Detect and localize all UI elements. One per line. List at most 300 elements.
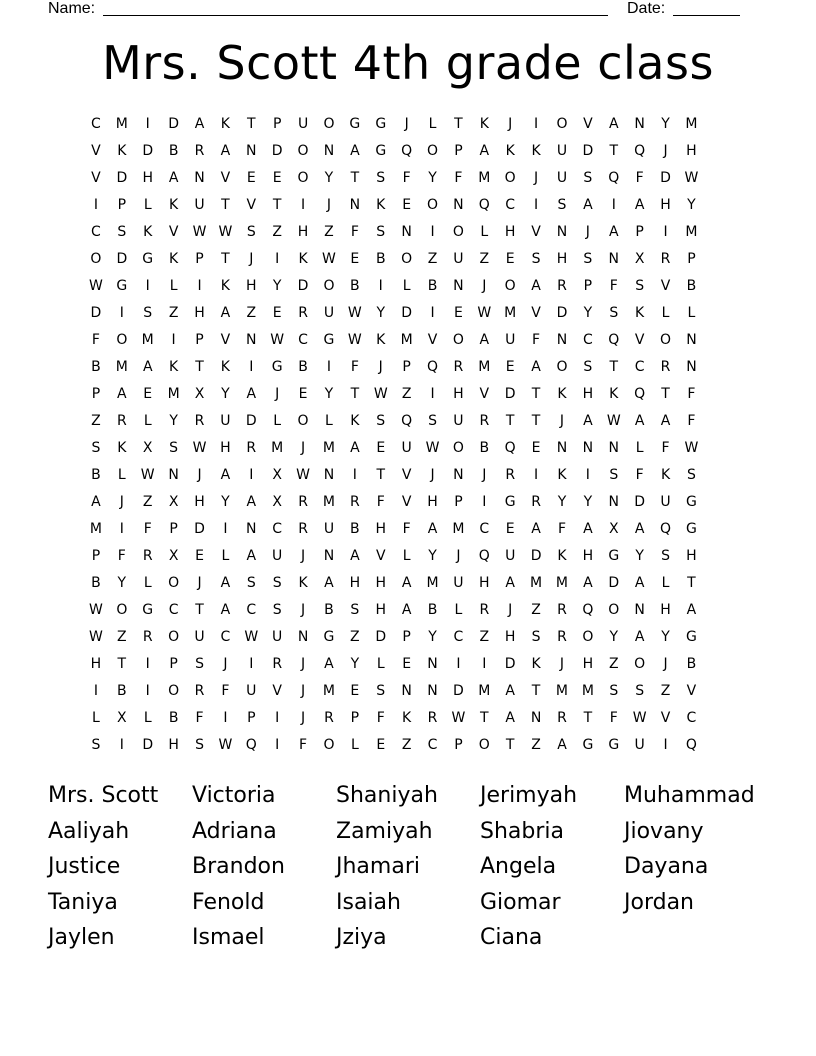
grid-letter[interactable]: H <box>297 224 309 240</box>
grid-letter[interactable]: R <box>531 494 541 510</box>
grid-letter[interactable]: F <box>661 440 670 456</box>
grid-letter[interactable]: V <box>375 548 386 564</box>
grid-letter[interactable]: R <box>557 602 567 618</box>
grid-letter[interactable]: T <box>247 116 256 132</box>
grid-letter[interactable]: I <box>430 305 435 321</box>
grid-letter[interactable]: Z <box>117 629 127 645</box>
grid-letter[interactable]: O <box>427 143 439 159</box>
grid-letter[interactable]: N <box>246 332 257 348</box>
grid-letter[interactable]: G <box>608 737 620 753</box>
grid-letter[interactable]: W <box>347 305 362 321</box>
grid-letter[interactable]: S <box>376 170 386 186</box>
grid-letter[interactable]: T <box>609 359 619 375</box>
grid-letter[interactable]: D <box>375 629 387 645</box>
grid-letter[interactable]: Y <box>324 170 334 186</box>
grid-letter[interactable]: D <box>297 278 309 294</box>
grid-letter[interactable]: W <box>140 467 155 483</box>
grid-letter[interactable]: F <box>195 710 204 726</box>
grid-letter[interactable]: K <box>117 440 127 456</box>
grid-letter[interactable]: H <box>220 440 231 456</box>
grid-letter[interactable]: F <box>532 332 541 348</box>
grid-letter[interactable]: W <box>606 413 621 429</box>
grid-letter[interactable]: A <box>401 575 412 591</box>
grid-letter[interactable]: Y <box>687 197 696 213</box>
grid-letter[interactable]: O <box>297 143 309 159</box>
grid-letter[interactable]: Y <box>557 494 567 510</box>
grid-letter[interactable]: H <box>479 575 490 591</box>
grid-letter[interactable]: M <box>530 575 543 591</box>
grid-letter[interactable]: L <box>169 278 178 294</box>
grid-letter[interactable]: V <box>246 197 257 213</box>
grid-letter[interactable]: S <box>531 629 541 645</box>
grid-letter[interactable]: J <box>197 467 202 483</box>
grid-letter[interactable]: H <box>504 224 516 240</box>
grid-letter[interactable]: R <box>324 710 334 726</box>
grid-letter[interactable]: R <box>557 278 567 294</box>
grid-letter[interactable]: D <box>582 143 594 159</box>
grid-letter[interactable]: L <box>454 602 463 618</box>
grid-letter[interactable]: I <box>275 710 280 726</box>
grid-letter[interactable]: D <box>194 521 205 537</box>
grid-letter[interactable]: A <box>634 413 645 429</box>
grid-letter[interactable]: P <box>402 629 411 645</box>
grid-letter[interactable]: Z <box>531 737 541 753</box>
grid-letter[interactable]: L <box>143 710 152 726</box>
grid-letter[interactable]: V <box>220 332 231 348</box>
grid-letter[interactable]: R <box>298 521 308 537</box>
grid-letter[interactable]: T <box>221 251 230 267</box>
grid-letter[interactable]: Z <box>246 305 257 321</box>
grid-letter[interactable]: A <box>583 413 593 429</box>
grid-letter[interactable]: M <box>89 521 102 537</box>
grid-letter[interactable]: F <box>376 710 385 726</box>
grid-letter[interactable]: K <box>376 332 386 348</box>
grid-letter[interactable]: A <box>583 197 593 213</box>
grid-letter[interactable]: Z <box>427 251 438 267</box>
grid-letter[interactable]: P <box>583 278 593 294</box>
grid-letter[interactable]: M <box>452 521 465 537</box>
grid-letter[interactable]: P <box>687 251 696 267</box>
grid-letter[interactable]: M <box>141 332 154 348</box>
grid-letter[interactable]: D <box>556 305 568 321</box>
grid-letter[interactable]: X <box>168 494 179 510</box>
grid-letter[interactable]: F <box>402 170 411 186</box>
grid-letter[interactable]: U <box>323 305 335 321</box>
grid-letter[interactable]: X <box>272 494 282 510</box>
grid-letter[interactable]: U <box>453 251 464 267</box>
grid-letter[interactable]: T <box>505 413 515 429</box>
grid-letter[interactable]: J <box>404 116 409 132</box>
grid-letter[interactable]: M <box>115 359 128 375</box>
grid-letter[interactable]: W <box>684 440 699 456</box>
grid-letter[interactable]: V <box>401 467 412 483</box>
grid-letter[interactable]: L <box>635 440 644 456</box>
grid-letter[interactable]: A <box>634 575 645 591</box>
grid-letter[interactable]: W <box>684 170 699 186</box>
grid-letter[interactable]: S <box>609 467 619 483</box>
grid-letter[interactable]: L <box>402 548 411 564</box>
grid-letter[interactable]: I <box>301 197 306 213</box>
grid-letter[interactable]: S <box>272 602 282 618</box>
grid-letter[interactable]: L <box>428 116 437 132</box>
grid-letter[interactable]: A <box>531 521 541 537</box>
grid-letter[interactable]: O <box>452 332 464 348</box>
grid-letter[interactable]: I <box>93 683 99 699</box>
grid-letter[interactable]: U <box>453 413 464 429</box>
grid-letter[interactable]: C <box>220 629 231 645</box>
grid-letter[interactable]: S <box>661 548 670 564</box>
grid-letter[interactable]: T <box>195 602 204 618</box>
grid-letter[interactable]: E <box>505 359 515 375</box>
grid-letter[interactable]: V <box>479 386 490 402</box>
grid-letter[interactable]: A <box>660 413 671 429</box>
grid-letter[interactable]: A <box>634 197 645 213</box>
grid-letter[interactable]: H <box>582 386 594 402</box>
grid-letter[interactable]: Z <box>608 656 619 672</box>
grid-letter[interactable]: I <box>456 656 461 672</box>
grid-letter[interactable]: P <box>402 359 411 375</box>
grid-letter[interactable]: N <box>530 710 542 726</box>
grid-letter[interactable]: V <box>91 143 101 159</box>
grid-letter[interactable]: A <box>608 224 619 240</box>
grid-letter[interactable]: U <box>556 170 568 186</box>
grid-letter[interactable]: O <box>660 332 672 348</box>
grid-letter[interactable]: R <box>272 656 283 672</box>
grid-letter[interactable]: F <box>299 737 308 753</box>
grid-letter[interactable]: V <box>686 683 697 699</box>
grid-letter[interactable]: T <box>531 386 541 402</box>
grid-letter[interactable]: T <box>195 359 204 375</box>
grid-letter[interactable]: M <box>167 386 180 402</box>
grid-letter[interactable]: Q <box>685 737 697 753</box>
grid-letter[interactable]: R <box>427 710 438 726</box>
grid-letter[interactable]: I <box>378 278 383 294</box>
grid-letter[interactable]: Q <box>504 440 516 456</box>
grid-letter[interactable]: N <box>556 440 568 456</box>
grid-letter[interactable]: A <box>427 521 438 537</box>
grid-letter[interactable]: G <box>686 494 697 510</box>
grid-letter[interactable]: T <box>661 386 670 402</box>
grid-letter[interactable]: V <box>660 710 671 726</box>
grid-letter[interactable]: O <box>478 737 490 753</box>
grid-letter[interactable]: V <box>401 494 412 510</box>
grid-letter[interactable]: A <box>220 143 231 159</box>
grid-letter[interactable]: A <box>142 359 153 375</box>
grid-letter[interactable]: V <box>272 683 282 699</box>
grid-letter[interactable]: R <box>142 629 153 645</box>
grid-letter[interactable]: O <box>504 170 516 186</box>
grid-letter[interactable]: G <box>686 521 697 537</box>
grid-letter[interactable]: P <box>635 224 644 240</box>
grid-letter[interactable]: S <box>117 224 127 240</box>
grid-letter[interactable]: A <box>505 710 515 726</box>
grid-letter[interactable]: B <box>298 359 308 375</box>
grid-letter[interactable]: K <box>298 575 308 591</box>
grid-letter[interactable]: I <box>249 656 254 672</box>
grid-letter[interactable]: U <box>323 521 335 537</box>
grid-letter[interactable]: I <box>171 332 176 348</box>
grid-letter[interactable]: I <box>352 467 357 483</box>
grid-letter[interactable]: Z <box>91 413 101 429</box>
grid-letter[interactable]: K <box>169 197 179 213</box>
grid-letter[interactable]: E <box>376 737 386 753</box>
grid-letter[interactable]: S <box>272 575 282 591</box>
grid-letter[interactable]: H <box>375 521 386 537</box>
grid-letter[interactable]: D <box>453 683 464 699</box>
grid-letter[interactable]: R <box>479 602 490 618</box>
grid-letter[interactable]: G <box>375 116 387 132</box>
grid-letter[interactable]: A <box>608 116 619 132</box>
grid-letter[interactable]: R <box>194 683 205 699</box>
grid-letter[interactable]: T <box>687 575 696 591</box>
grid-letter[interactable]: Q <box>608 170 620 186</box>
grid-letter[interactable]: S <box>686 467 696 483</box>
grid-letter[interactable]: J <box>663 143 668 159</box>
grid-letter[interactable]: C <box>298 332 308 348</box>
grid-letter[interactable]: N <box>556 224 568 240</box>
grid-letter[interactable]: L <box>117 467 126 483</box>
grid-letter[interactable]: N <box>323 467 335 483</box>
grid-letter[interactable]: W <box>373 386 388 402</box>
grid-letter[interactable]: Y <box>350 656 360 672</box>
grid-letter[interactable]: E <box>143 386 153 402</box>
grid-letter[interactable]: D <box>271 143 283 159</box>
grid-letter[interactable]: H <box>504 629 516 645</box>
grid-letter[interactable]: N <box>246 521 257 537</box>
grid-letter[interactable]: R <box>142 548 153 564</box>
grid-letter[interactable]: H <box>427 494 438 510</box>
grid-letter[interactable]: Z <box>350 629 360 645</box>
grid-letter[interactable]: W <box>322 251 336 267</box>
grid-letter[interactable]: P <box>169 656 178 672</box>
grid-letter[interactable]: B <box>686 278 697 294</box>
grid-letter[interactable]: J <box>326 197 332 213</box>
grid-letter[interactable]: D <box>504 656 516 672</box>
grid-letter[interactable]: U <box>453 575 464 591</box>
grid-letter[interactable]: C <box>479 521 490 537</box>
grid-letter[interactable]: H <box>142 170 153 186</box>
grid-letter[interactable]: J <box>559 656 565 672</box>
grid-letter[interactable]: J <box>249 251 254 267</box>
grid-letter[interactable]: L <box>402 278 411 294</box>
grid-letter[interactable]: S <box>195 656 204 672</box>
grid-letter[interactable]: Q <box>582 602 594 618</box>
grid-letter[interactable]: B <box>117 683 127 699</box>
grid-letter[interactable]: D <box>634 494 646 510</box>
grid-letter[interactable]: K <box>220 116 230 132</box>
grid-letter[interactable]: K <box>660 467 671 483</box>
grid-letter[interactable]: A <box>505 683 515 699</box>
grid-letter[interactable]: M <box>478 170 491 186</box>
grid-letter[interactable]: W <box>89 278 103 294</box>
grid-letter[interactable]: J <box>508 602 513 618</box>
grid-letter[interactable]: P <box>195 251 204 267</box>
grid-letter[interactable]: S <box>195 737 204 753</box>
grid-letter[interactable]: A <box>557 737 567 753</box>
grid-letter[interactable]: N <box>427 656 438 672</box>
grid-letter[interactable]: A <box>220 575 231 591</box>
grid-letter[interactable]: H <box>168 737 179 753</box>
grid-letter[interactable]: V <box>531 224 541 240</box>
grid-letter[interactable]: R <box>116 413 127 429</box>
grid-letter[interactable]: N <box>323 143 335 159</box>
grid-letter[interactable]: I <box>249 359 254 375</box>
grid-letter[interactable]: N <box>194 170 205 186</box>
grid-letter[interactable]: S <box>635 278 645 294</box>
grid-letter[interactable]: W <box>192 440 207 456</box>
grid-letter[interactable]: Y <box>661 116 670 132</box>
grid-letter[interactable]: Z <box>401 737 412 753</box>
grid-letter[interactable]: M <box>581 683 594 699</box>
grid-letter[interactable]: H <box>660 197 671 213</box>
grid-letter[interactable]: H <box>194 305 205 321</box>
grid-letter[interactable]: W <box>89 629 103 645</box>
grid-letter[interactable]: A <box>531 359 541 375</box>
grid-letter[interactable]: I <box>611 197 616 213</box>
grid-letter[interactable]: S <box>531 251 541 267</box>
grid-letter[interactable]: Y <box>661 629 670 645</box>
grid-letter[interactable]: Y <box>609 629 619 645</box>
grid-letter[interactable]: Q <box>608 332 620 348</box>
grid-letter[interactable]: I <box>223 710 228 726</box>
grid-letter[interactable]: I <box>326 359 332 375</box>
grid-letter[interactable]: O <box>297 170 309 186</box>
grid-letter[interactable]: Q <box>478 197 490 213</box>
grid-letter[interactable]: A <box>324 656 334 672</box>
grid-letter[interactable]: S <box>246 575 256 591</box>
grid-letter[interactable]: J <box>482 467 487 483</box>
grid-letter[interactable]: F <box>687 413 696 429</box>
grid-letter[interactable]: A <box>634 629 645 645</box>
grid-letter[interactable]: O <box>556 359 568 375</box>
grid-letter[interactable]: C <box>272 521 283 537</box>
grid-letter[interactable]: Q <box>401 143 413 159</box>
grid-letter[interactable]: Q <box>401 413 413 429</box>
grid-letter[interactable]: A <box>634 521 645 537</box>
grid-letter[interactable]: A <box>91 494 101 510</box>
grid-letter[interactable]: D <box>401 305 413 321</box>
grid-letter[interactable]: V <box>531 305 541 321</box>
grid-letter[interactable]: T <box>350 170 360 186</box>
grid-letter[interactable]: X <box>168 548 179 564</box>
grid-letter[interactable]: H <box>556 251 568 267</box>
grid-letter[interactable]: O <box>582 629 594 645</box>
grid-letter[interactable]: W <box>270 332 285 348</box>
grid-letter[interactable]: P <box>454 494 463 510</box>
grid-letter[interactable]: C <box>582 332 593 348</box>
grid-letter[interactable]: R <box>298 494 308 510</box>
grid-letter[interactable]: B <box>427 278 438 294</box>
grid-letter[interactable]: A <box>583 521 593 537</box>
grid-letter[interactable]: N <box>608 494 619 510</box>
grid-letter[interactable]: U <box>297 116 309 132</box>
grid-letter[interactable]: A <box>246 548 257 564</box>
grid-letter[interactable]: E <box>350 251 360 267</box>
grid-letter[interactable]: I <box>482 656 487 672</box>
grid-letter[interactable]: B <box>91 467 101 483</box>
grid-letter[interactable]: R <box>557 629 567 645</box>
grid-letter[interactable]: I <box>145 656 150 672</box>
grid-letter[interactable]: G <box>608 548 620 564</box>
grid-letter[interactable]: J <box>301 683 306 699</box>
grid-letter[interactable]: B <box>168 143 179 159</box>
grid-letter[interactable]: K <box>557 386 567 402</box>
grid-letter[interactable]: F <box>91 332 100 348</box>
grid-letter[interactable]: Y <box>272 278 282 294</box>
grid-letter[interactable]: O <box>323 116 335 132</box>
grid-letter[interactable]: K <box>298 251 308 267</box>
grid-letter[interactable]: K <box>505 143 515 159</box>
grid-letter[interactable]: Y <box>324 386 334 402</box>
grid-letter[interactable]: K <box>220 278 230 294</box>
grid-letter[interactable]: F <box>635 170 644 186</box>
grid-letter[interactable]: A <box>194 116 205 132</box>
grid-letter[interactable]: Y <box>221 494 230 510</box>
grid-letter[interactable]: V <box>220 170 231 186</box>
grid-letter[interactable]: Z <box>272 224 282 240</box>
grid-letter[interactable]: O <box>90 251 102 267</box>
grid-letter[interactable]: P <box>272 116 282 132</box>
grid-letter[interactable]: C <box>427 737 438 753</box>
grid-letter[interactable]: P <box>454 143 463 159</box>
grid-letter[interactable]: U <box>220 413 231 429</box>
grid-letter[interactable]: X <box>194 386 205 402</box>
grid-letter[interactable]: V <box>660 278 671 294</box>
grid-letter[interactable]: D <box>142 737 154 753</box>
grid-letter[interactable]: E <box>272 170 282 186</box>
grid-letter[interactable]: K <box>402 710 412 726</box>
grid-letter[interactable]: W <box>425 440 440 456</box>
grid-letter[interactable]: Y <box>117 575 127 591</box>
grid-letter[interactable]: D <box>116 170 128 186</box>
grid-letter[interactable]: J <box>119 494 124 510</box>
grid-letter[interactable]: K <box>557 467 567 483</box>
grid-letter[interactable]: R <box>453 359 464 375</box>
grid-letter[interactable]: T <box>221 197 230 213</box>
grid-letter[interactable]: V <box>583 116 593 132</box>
grid-letter[interactable]: W <box>89 602 103 618</box>
grid-letter[interactable]: L <box>221 548 230 564</box>
grid-letter[interactable]: Z <box>479 251 490 267</box>
grid-letter[interactable]: N <box>634 602 645 618</box>
grid-letter[interactable]: W <box>192 224 207 240</box>
grid-letter[interactable]: F <box>143 521 152 537</box>
grid-letter[interactable]: R <box>298 305 308 321</box>
grid-letter[interactable]: K <box>557 548 567 564</box>
grid-letter[interactable]: N <box>401 683 412 699</box>
grid-letter[interactable]: L <box>376 656 385 672</box>
grid-letter[interactable]: A <box>479 332 490 348</box>
grid-letter[interactable]: E <box>402 656 412 672</box>
grid-letter[interactable]: F <box>117 548 126 564</box>
grid-letter[interactable]: D <box>608 575 620 591</box>
grid-letter[interactable]: A <box>686 602 697 618</box>
grid-letter[interactable]: N <box>349 197 361 213</box>
grid-letter[interactable]: C <box>686 710 697 726</box>
grid-letter[interactable]: H <box>686 548 697 564</box>
grid-letter[interactable]: P <box>195 332 204 348</box>
grid-letter[interactable]: S <box>376 683 386 699</box>
grid-letter[interactable]: O <box>452 224 464 240</box>
grid-letter[interactable]: H <box>375 602 386 618</box>
grid-letter[interactable]: T <box>480 710 489 726</box>
grid-letter[interactable]: N <box>453 278 464 294</box>
grid-letter[interactable]: Z <box>324 224 334 240</box>
grid-letter[interactable]: S <box>246 224 256 240</box>
grid-letter[interactable]: P <box>91 386 101 402</box>
grid-letter[interactable]: G <box>323 629 335 645</box>
grid-letter[interactable]: A <box>479 143 490 159</box>
